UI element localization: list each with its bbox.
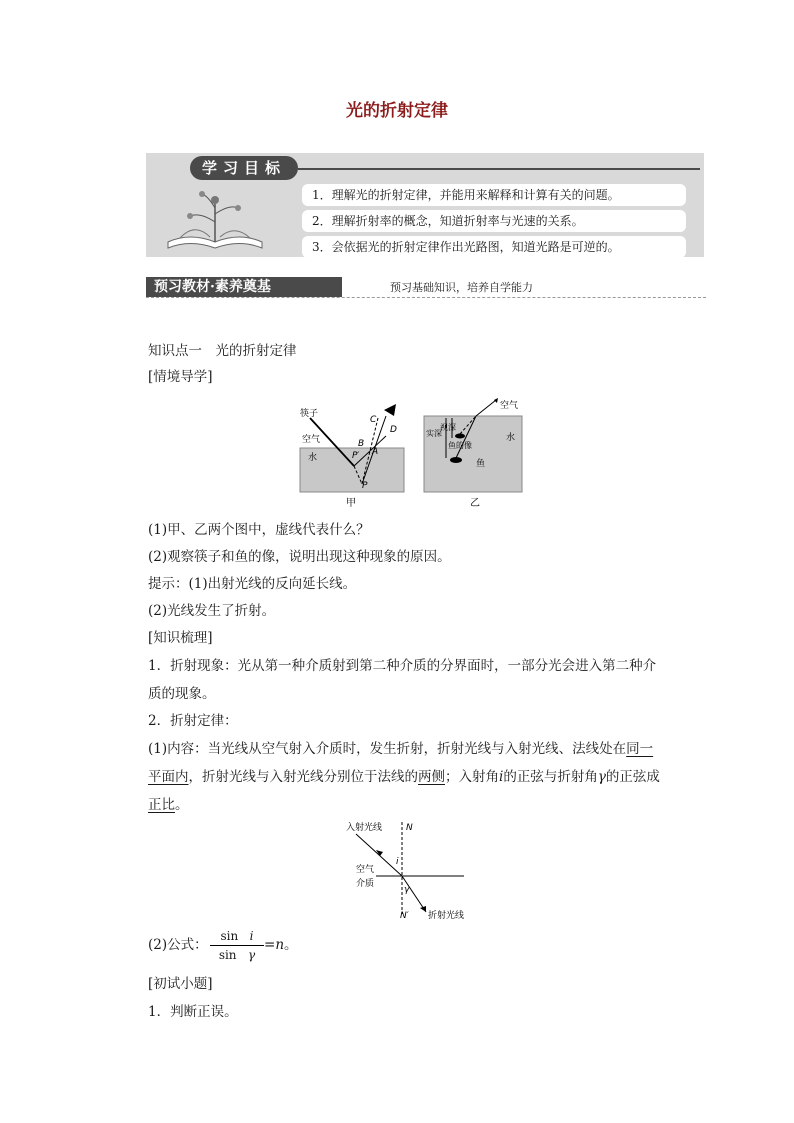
label-incident: 入射光线	[346, 823, 383, 833]
label-air: 空气	[356, 865, 375, 875]
label-fish: 鱼	[476, 459, 486, 469]
formula-denominator	[210, 946, 264, 962]
caption-jia: 甲	[346, 498, 356, 509]
question-1: (1)甲、乙两个图中，虚线代表什么？	[148, 522, 370, 538]
caption-yi: 乙	[470, 498, 480, 509]
text: ；入射角	[445, 769, 499, 785]
text: γ	[248, 948, 256, 962]
paragraph-1-line2: 质的现象。	[148, 686, 216, 702]
text: 正比	[148, 797, 175, 813]
formula-fraction	[210, 929, 264, 962]
label-P: P	[362, 481, 368, 491]
text: γ	[597, 769, 606, 785]
paragraph-1-line1: 1．折射现象：光从第一种介质射到第二种介质的分界面时，一部分光会进入第二种介	[148, 658, 657, 674]
formula-result	[264, 936, 298, 954]
label-B: B	[358, 439, 365, 449]
objectives-rule	[298, 168, 700, 170]
text: n	[275, 937, 285, 953]
label-C: C	[370, 415, 377, 425]
knowledge-point-title: 知识点一 光的折射定律	[148, 343, 297, 359]
figure-chopstick	[296, 396, 408, 510]
section-tag: 预习教材·素养奠基	[146, 277, 342, 297]
label-N-prime: N′	[400, 911, 409, 921]
text: i	[249, 929, 254, 943]
objective-item: 2．理解折射率的概念，知道折射率与光速的关系。	[302, 210, 686, 232]
label-air: 空气	[302, 435, 321, 445]
label-chopstick: 筷子	[300, 409, 319, 419]
text: 。	[284, 937, 298, 953]
knowledge-label: [知识梳理]	[148, 630, 213, 646]
text: 的正弦与折射角	[503, 769, 598, 785]
section-subtitle: 预习基础知识，培养自学能力	[390, 281, 533, 294]
text: 的正弦成	[605, 769, 660, 785]
text: sin	[218, 948, 237, 962]
quiz-label: [初试小题]	[148, 976, 213, 992]
figure-fish	[420, 396, 526, 510]
scenario-label: [情境导学]	[148, 369, 213, 385]
label-apparent-depth: 视深	[440, 423, 456, 432]
text: 两侧	[418, 769, 445, 785]
label-water: 水	[308, 453, 318, 463]
text: 。	[175, 797, 189, 813]
formula-numerator	[210, 929, 264, 946]
paragraph-3-line2	[148, 768, 660, 786]
label-N: N	[406, 823, 413, 833]
objectives-list	[302, 184, 686, 262]
objectives-tag: 学习目标	[190, 156, 298, 180]
paragraph-3-line3	[148, 796, 189, 814]
objective-item: 3．会依据光的折射定律作出光路图，知道光路是可逆的。	[302, 236, 686, 258]
label-air: 空气	[500, 401, 519, 411]
paragraph-2: 2．折射定律：	[148, 713, 238, 729]
book-flower-illustration	[160, 182, 270, 254]
label-real-depth: 实深	[426, 429, 442, 438]
text: i	[499, 769, 504, 785]
objective-item: 1．理解光的折射定律，并能用来解释和计算有关的问题。	[302, 184, 686, 206]
text: 同一	[626, 741, 654, 757]
label-D: D	[390, 425, 397, 435]
hint-2: (2)光线发生了折射。	[148, 603, 276, 619]
label-water: 水	[506, 433, 516, 443]
label-gamma: γ	[404, 885, 410, 895]
question-2: (2)观察筷子和鱼的像，说明出现这种现象的原因。	[148, 549, 451, 565]
label-P-prime: P′	[352, 451, 360, 461]
quiz-item-1: 1．判断正误。	[148, 1004, 238, 1020]
figure-refraction	[340, 818, 480, 922]
text: (1)内容：当光线从空气射入介质时，发生折射，折射光线与入射光线、法线处在	[148, 741, 627, 757]
label-medium: 介质	[356, 879, 375, 889]
paragraph-3-line1	[148, 740, 653, 758]
text: =	[264, 937, 276, 953]
text: ，折射光线与入射光线分别位于法线的	[188, 769, 418, 785]
label-A: A	[372, 447, 379, 457]
page-title: 光的折射定律	[346, 101, 448, 121]
text: sin	[220, 929, 239, 943]
label-refracted: 折射光线	[428, 911, 465, 921]
hint-1: 提示：(1)出射光线的反向延长线。	[148, 576, 357, 592]
label-i: i	[396, 857, 399, 867]
text: 平面内	[148, 769, 189, 785]
label-fish-image: 鱼的像	[448, 441, 472, 450]
formula-label: (2)公式：	[148, 937, 208, 953]
